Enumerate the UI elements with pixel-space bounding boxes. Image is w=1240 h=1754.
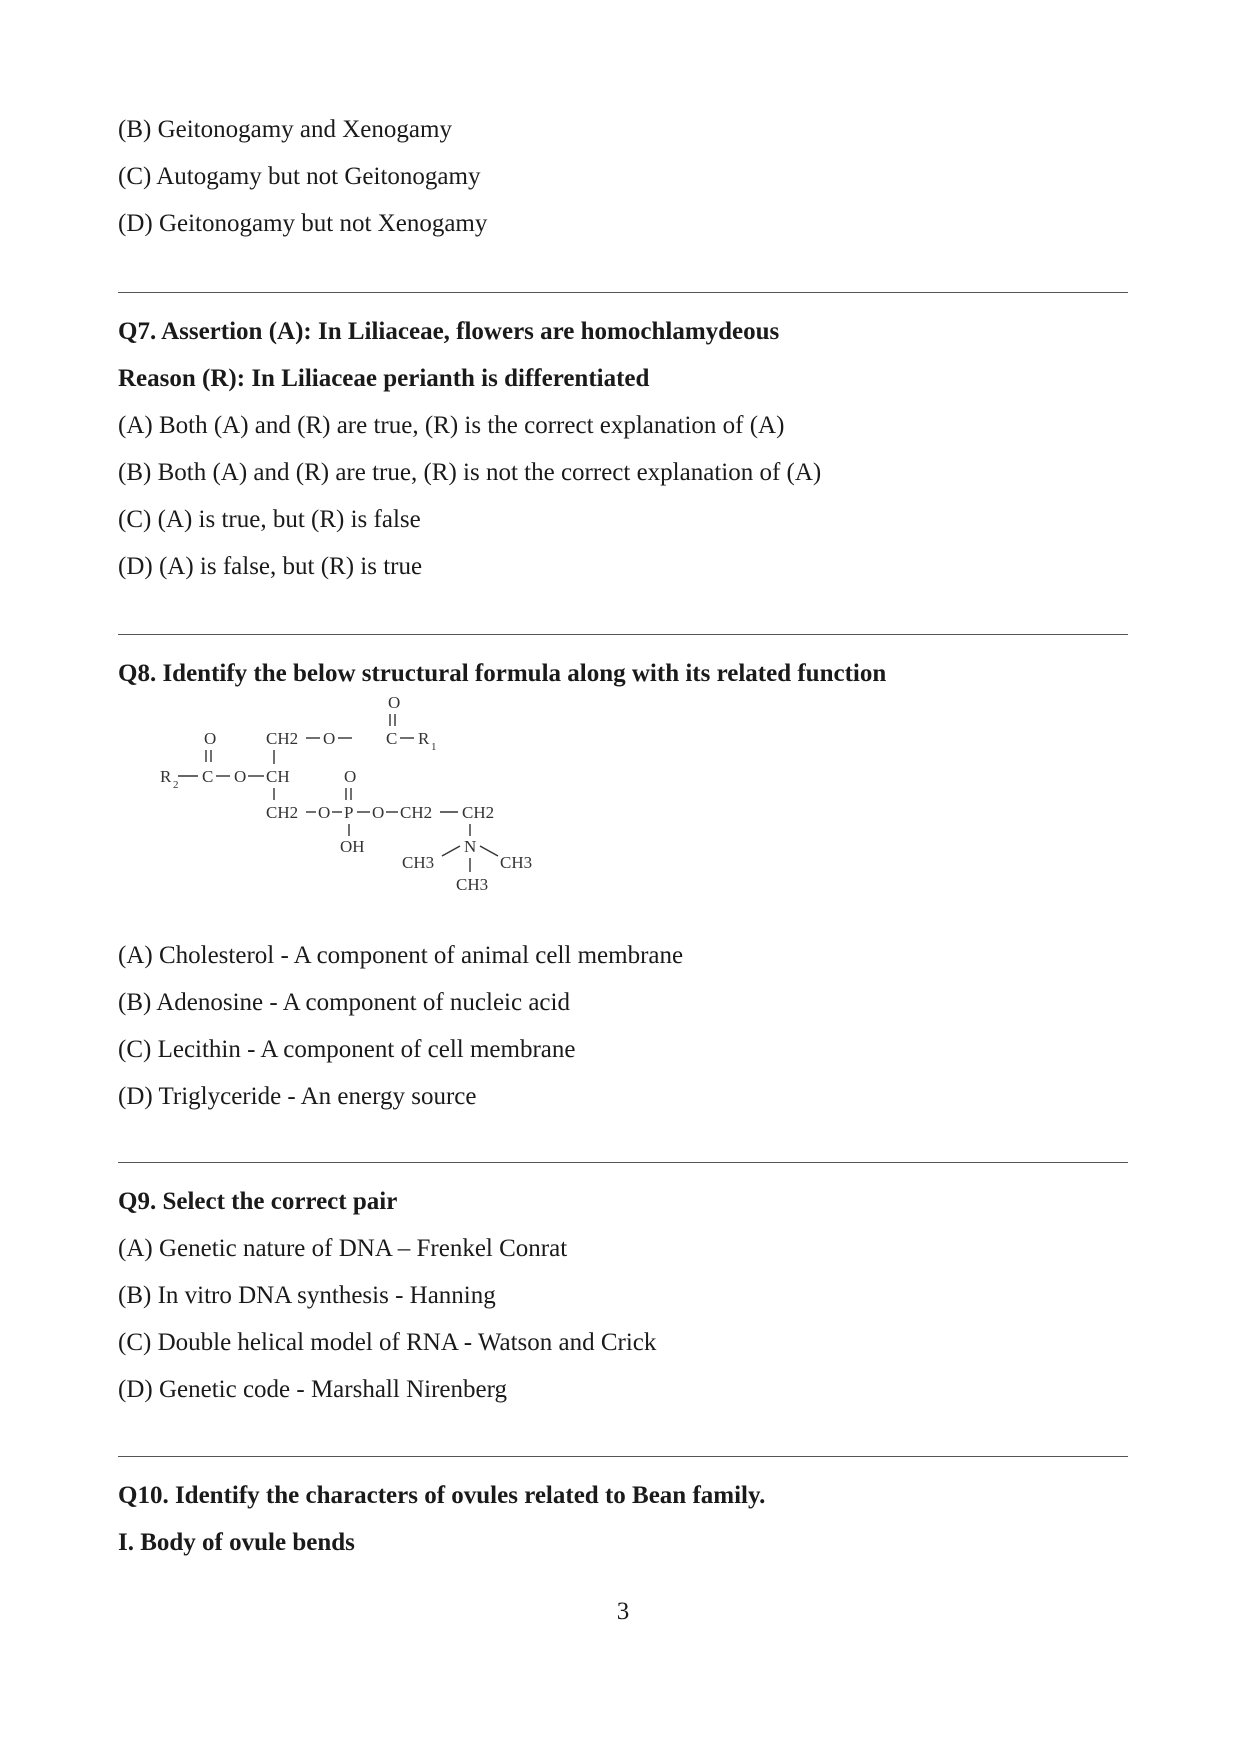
q8-option-c: (C) Lecithin - A component of cell membrane bbox=[118, 1036, 576, 1063]
q7-reason: Reason (R): In Liliaceae perianth is differentiated bbox=[118, 365, 650, 392]
page-number: 3 bbox=[616, 1598, 630, 1625]
formula-n: N bbox=[464, 837, 477, 856]
formula-o-phos-left: O bbox=[318, 803, 331, 822]
formula-ch2-chain1: CH2 bbox=[400, 803, 433, 822]
q8-option-b: (B) Adenosine - A component of nucleic acid bbox=[118, 989, 570, 1016]
formula-oh: OH bbox=[340, 837, 365, 856]
divider bbox=[118, 1456, 1128, 1457]
formula-o-ester-top: O bbox=[323, 729, 336, 748]
q8-question: Q8. Identify the below structural formula along with its related function bbox=[118, 660, 887, 687]
formula-ch2-top: CH2 bbox=[266, 729, 299, 748]
formula-ch-middle: CH bbox=[266, 767, 290, 786]
q10-question: Q10. Identify the characters of ovules related to Bean family. bbox=[118, 1482, 766, 1509]
formula-o-phos-right: O bbox=[372, 803, 385, 822]
formula-o-left: O bbox=[204, 729, 217, 748]
document-page bbox=[118, 0, 1128, 1754]
formula-r2: R bbox=[160, 767, 172, 786]
q7-assertion: Q7. Assertion (A): In Liliaceae, flowers are homochlamydeous bbox=[118, 318, 780, 345]
formula-ch2-chain2: CH2 bbox=[462, 803, 495, 822]
q10-statement-1: I. Body of ovule bends bbox=[118, 1529, 355, 1556]
formula-o-phosphate: O bbox=[344, 767, 357, 786]
q7-option-d: (D) (A) is false, but (R) is true bbox=[118, 553, 423, 580]
divider bbox=[118, 292, 1128, 293]
formula-ch3-right: CH3 bbox=[500, 853, 533, 872]
formula-o-top: O bbox=[388, 693, 401, 712]
q9-question: Q9. Select the correct pair bbox=[118, 1188, 398, 1215]
formula-r2-sub: 2 bbox=[173, 779, 179, 791]
structural-formula bbox=[148, 690, 708, 930]
formula-ch3-left: CH3 bbox=[402, 853, 435, 872]
bond bbox=[442, 846, 460, 856]
q7-option-a: (A) Both (A) and (R) are true, (R) is the correct explanation of (A) bbox=[118, 412, 785, 439]
bond bbox=[480, 846, 498, 856]
formula-c-top: C bbox=[386, 729, 398, 748]
formula-ch3-bottom: CH3 bbox=[456, 875, 489, 894]
formula-r1-sub: 1 bbox=[431, 741, 437, 753]
divider bbox=[118, 1162, 1128, 1163]
q8-option-d: (D) Triglyceride - An energy source bbox=[118, 1083, 477, 1110]
q6-option-b: (B) Geitonogamy and Xenogamy bbox=[118, 116, 452, 143]
divider bbox=[118, 634, 1128, 635]
formula-r1: R bbox=[418, 729, 430, 748]
q8-option-a: (A) Cholesterol - A component of animal cell membrane bbox=[118, 942, 684, 969]
q6-option-c: (C) Autogamy but not Geitonogamy bbox=[118, 163, 481, 190]
formula-p: P bbox=[344, 803, 354, 822]
q9-option-d: (D) Genetic code - Marshall Nirenberg bbox=[118, 1376, 507, 1403]
formula-ch2-bottom: CH2 bbox=[266, 803, 299, 822]
formula-o-ester-left: O bbox=[234, 767, 247, 786]
q7-option-c: (C) (A) is true, but (R) is false bbox=[118, 506, 421, 533]
formula-c-left: C bbox=[202, 767, 214, 786]
q9-option-a: (A) Genetic nature of DNA – Frenkel Conrat bbox=[118, 1235, 568, 1262]
q9-option-b: (B) In vitro DNA synthesis - Hanning bbox=[118, 1282, 496, 1309]
q7-option-b: (B) Both (A) and (R) are true, (R) is not the correct explanation of (A) bbox=[118, 459, 822, 486]
q6-option-d: (D) Geitonogamy but not Xenogamy bbox=[118, 210, 488, 237]
q9-option-c: (C) Double helical model of RNA - Watson and Crick bbox=[118, 1329, 657, 1356]
